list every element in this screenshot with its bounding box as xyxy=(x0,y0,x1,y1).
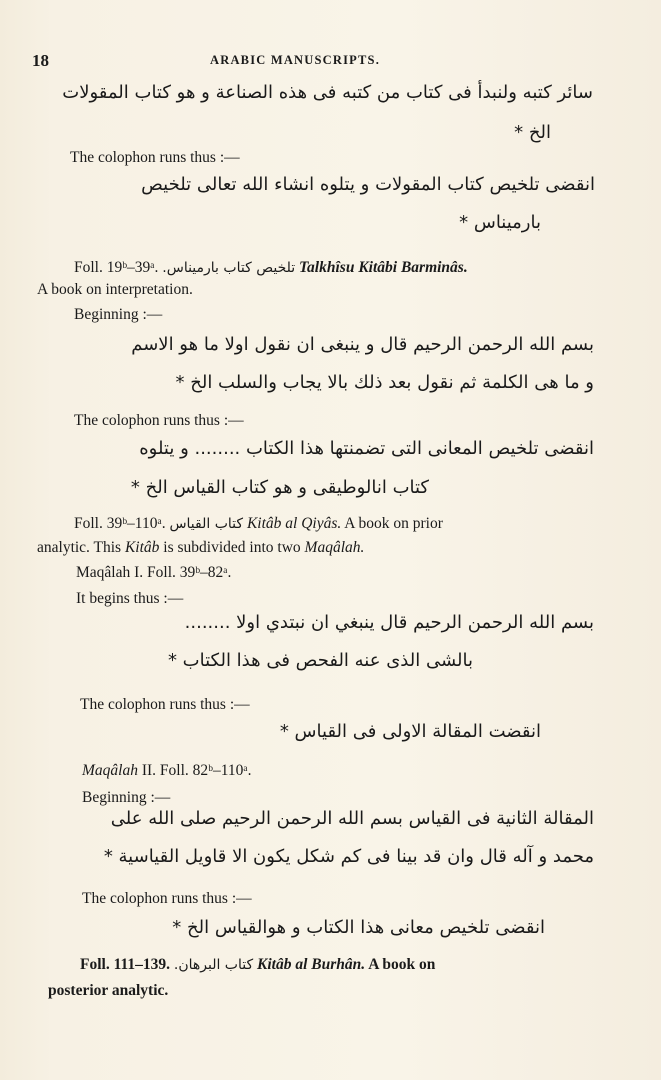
arabic-line-11: انقضت المقالة الاولى فى القياس * xyxy=(279,721,541,742)
description-italic: Kitâb xyxy=(124,539,160,556)
arabic-line-10: بالشى الذى عنه الفحص فى هذا الكتاب * xyxy=(167,650,473,671)
folio-title: Kitâb al Qiyâs. xyxy=(246,515,342,532)
arabic-line-9: بسم الله الرحمن الرحيم قال ينبغي ان نبتدي اولا ........ xyxy=(184,612,594,633)
arabic-line-13: محمد و آله قال وان قد بينا فى كم شكل يكون الا قاويل القياسية * xyxy=(103,846,594,867)
running-head: ARABIC MANUSCRIPTS. xyxy=(210,53,381,67)
begins-heading: It begins thus :— xyxy=(76,590,184,607)
folio-arabic-title: كتاب البرهان. xyxy=(173,957,254,973)
colophon-heading-4: The colophon runs thus :— xyxy=(82,890,252,907)
maqalah-range: II. Foll. 82ᵇ–110ᵃ. xyxy=(137,762,252,779)
folio-title: Kitâb al Burhân. xyxy=(257,956,366,973)
beginning-heading-1: Beginning :— xyxy=(74,306,163,323)
folio-arabic-title: كتاب القياس xyxy=(169,516,244,532)
arabic-line-14: انقضى تلخيص معانى هذا الكتاب و هوالقياس الخ * xyxy=(172,917,545,938)
description-text: analytic. This xyxy=(37,539,125,556)
beginning-heading-2: Beginning :— xyxy=(82,789,171,806)
arabic-line-1: سائر كتبه ولنبدأ فى كتاب من كتبه فى هذه الصناعة و هو كتاب المقولات xyxy=(62,82,593,103)
folio-entry-1 xyxy=(74,259,468,277)
arabic-line-5: بسم الله الرحمن الرحيم قال و ينبغى ان نقول اولا ما هو الاسم xyxy=(131,334,594,355)
colophon-heading-1: The colophon runs thus :— xyxy=(70,149,240,166)
folio-description-3: posterior analytic. xyxy=(48,982,169,999)
page-number: 18 xyxy=(32,51,49,70)
arabic-line-7: انقضى تلخيص المعانى التى تضمنتها هذا الكتاب ........ و يتلوه xyxy=(139,438,594,459)
folio-description-1: A book on interpretation. xyxy=(37,281,193,298)
arabic-line-8: كتاب انالوطيقى و هو كتاب القياس الخ * xyxy=(130,477,429,498)
folio-title: Talkhîsu Kitâbi Barminâs. xyxy=(299,259,468,276)
folio-arabic-title: تلخيص كتاب بارميناس. xyxy=(162,260,296,276)
maqalah-1: Maqâlah I. Foll. 39ᵇ–82ᵃ. xyxy=(76,564,232,581)
folio-entry-3 xyxy=(80,956,435,974)
description-text: is subdivided into two xyxy=(159,539,305,556)
folio-description-2 xyxy=(37,539,364,557)
arabic-line-12: المقالة الثانية فى القياس بسم الله الرحمن الرحيم صلى الله على xyxy=(110,808,594,829)
folio-range: Foll. 39ᵇ–110ᵃ. xyxy=(74,515,166,532)
arabic-line-6: و ما هى الكلمة ثم نقول بعد ذلك بالا يجاب والسلب الخ * xyxy=(175,372,594,393)
folio-description: A book on xyxy=(368,956,436,973)
arabic-line-3: انقضى تلخيص كتاب المقولات و يتلوه انشاء الله تعالى تلخيص xyxy=(141,174,595,195)
maqalah-2 xyxy=(82,762,252,780)
colophon-heading-3: The colophon runs thus :— xyxy=(80,696,250,713)
folio-range: Foll. 111–139. xyxy=(80,956,170,973)
description-italic: Maqâlah. xyxy=(304,539,365,556)
maqalah-label: Maqâlah xyxy=(82,762,138,779)
folio-description: A book on prior xyxy=(344,515,443,532)
colophon-heading-2: The colophon runs thus :— xyxy=(74,412,244,429)
arabic-line-4: بارميناس * xyxy=(459,212,541,233)
folio-range: Foll. 19ᵇ–39ᵃ. xyxy=(74,259,159,276)
arabic-line-2: الخ * xyxy=(514,122,551,143)
folio-entry-2 xyxy=(74,515,443,533)
